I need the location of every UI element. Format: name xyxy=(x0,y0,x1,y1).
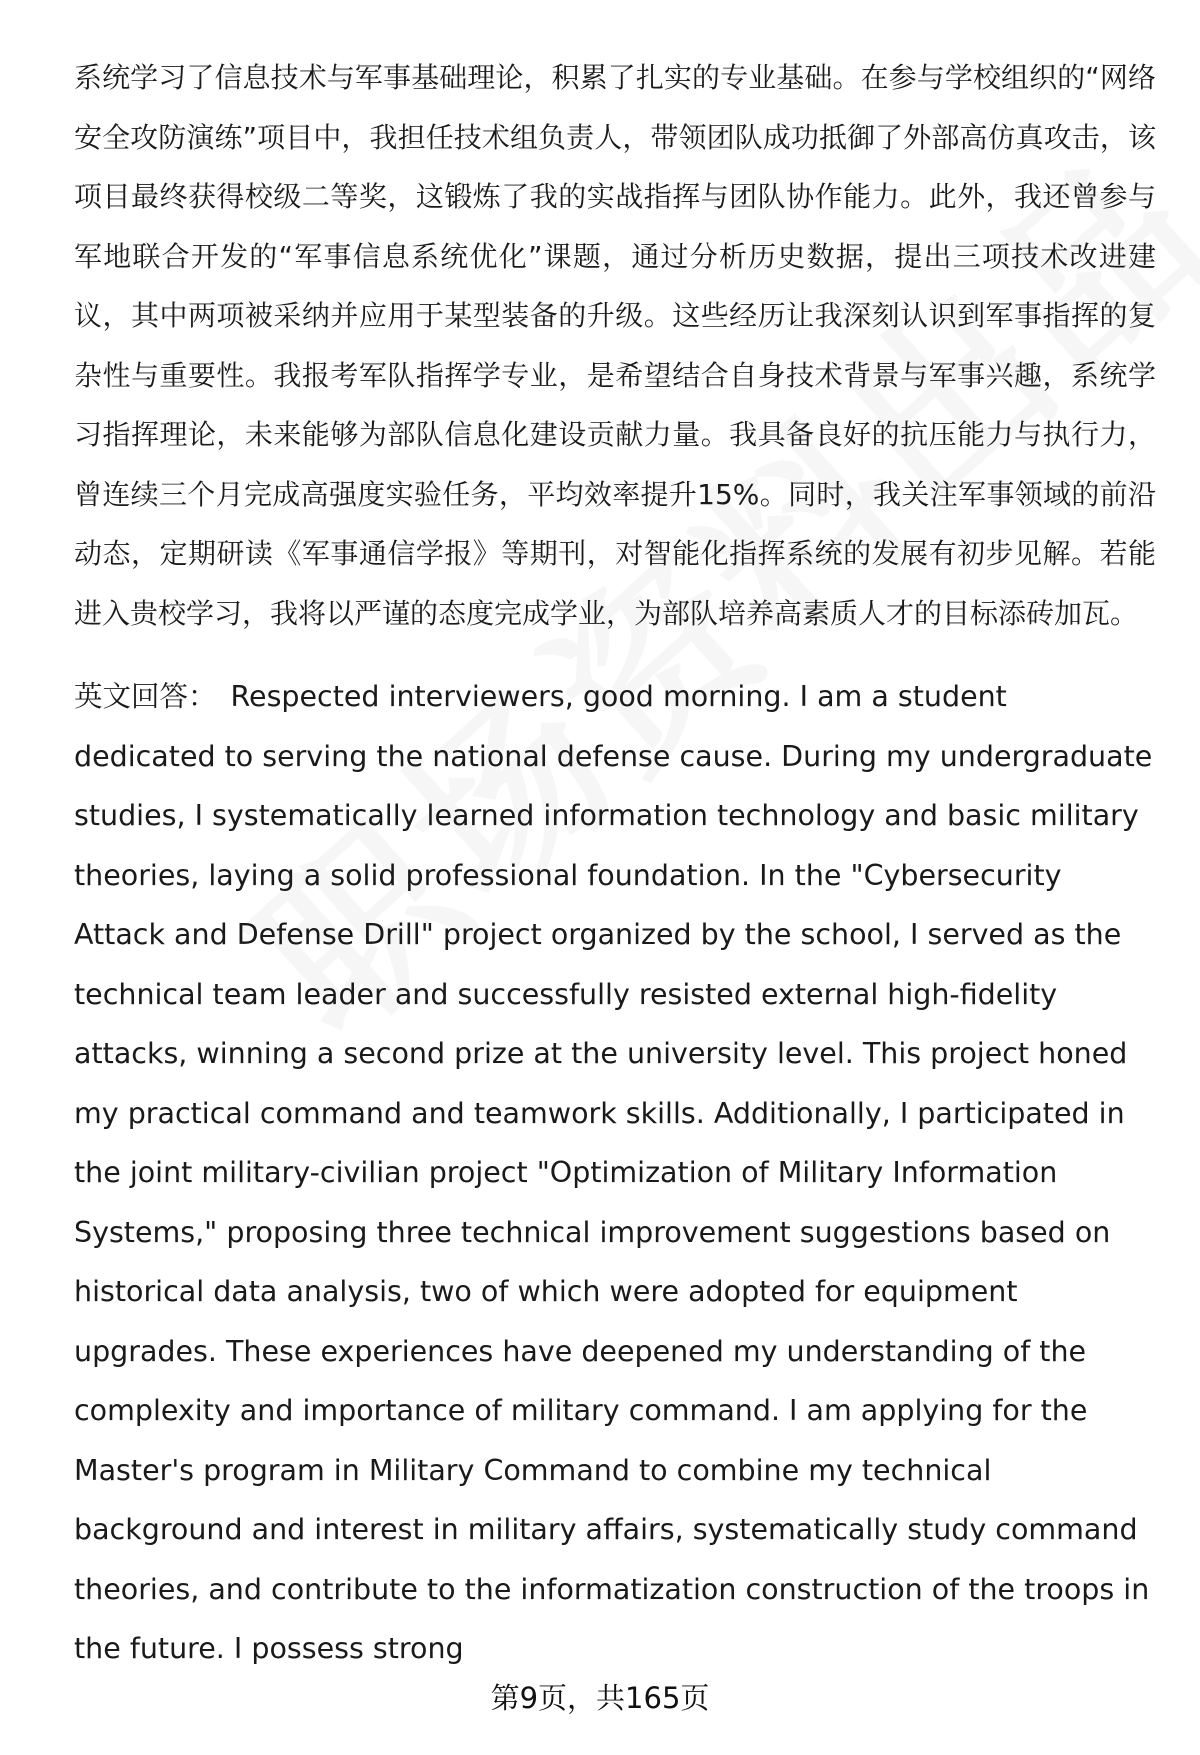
document-page xyxy=(74,48,1156,1679)
english-answer-label: 英文回答： xyxy=(74,680,217,713)
english-answer-text: Respected interviewers, good morning. I am a student dedicated to serving the national defense cause. During my undergraduate studies, I systematically learned information technology and basic military theories, laying a solid professional foundation. In the "Cybersecurity Attack and Defense Drill" project organized by the school, I served as the technical team leader and successfully resisted external high-fidelity attacks, winning a second prize at the university level. This project honed my practical command and teamwork skills. Additionally, I participated in the joint military-civilian project "Optimization of Military Information Systems," proposing three technical improvement suggestions based on historical data analysis, two of which were adopted for equipment upgrades. These experiences have deepened my understanding of the complexity and importance of military command. I am applying for the Master's program in Military Command to combine my technical background and interest in military affairs, systematically study command theories, and contribute to the informatization construction of the troops in the future. I possess strong xyxy=(74,680,1153,1665)
chinese-answer-paragraph: 系统学习了信息技术与军事基础理论，积累了扎实的专业基础。在参与学校组织的“网络安全攻防演练”项目中，我担任技术组负责人，带领团队成功抵御了外部高仿真攻击，该项目最终获得校级二等奖，这锻炼了我的实战指挥与团队协作能力。此外，我还曾参与军地联合开发的“军事信息系统优化”课题，通过分析历史数据，提出三项技术改进建议，其中两项被采纳并应用于某型装备的升级。这些经历让我深刻认识到军事指挥的复杂性与重要性。我报考军队指挥学专业，是希望结合自身技术背景与军事兴趣，系统学习指挥理论，未来能够为部队信息化建设贡献力量。我具备良好的抗压能力与执行力，曾连续三个月完成高强度实验任务，平均效率提升15%。同时，我关注军事领域的前沿动态，定期研读《军事通信学报》等期刊，对智能化指挥系统的发展有初步见解。若能进入贵校学习，我将以严谨的态度完成学业，为部队培养高素质人才的目标添砖加瓦。 xyxy=(74,61,1156,630)
page-number-footer: 第9页，共165页 xyxy=(490,1681,710,1715)
english-answer-paragraph xyxy=(74,667,1156,1679)
